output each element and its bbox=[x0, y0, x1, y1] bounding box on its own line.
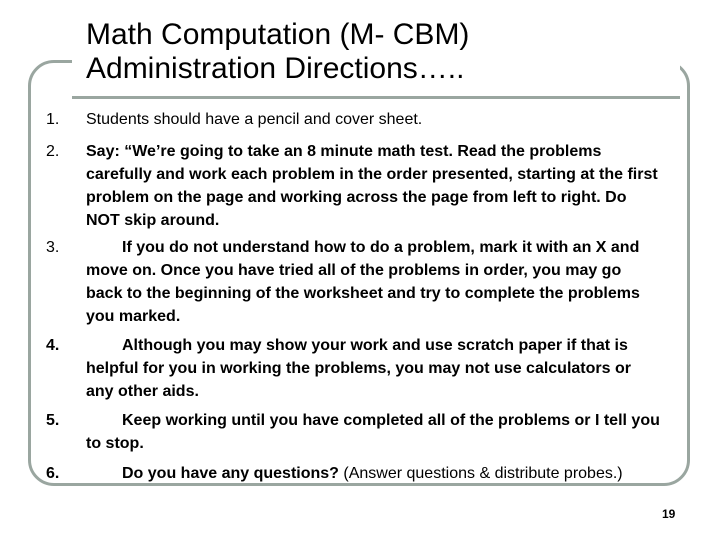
item-text: Keep working until you have completed all of the problems or I tell you to stop. bbox=[86, 412, 660, 452]
item-text: Although you may show your work and use scratch paper if that is helpful for you in working the problems, you may not use calculators or any other aids. bbox=[86, 337, 631, 400]
item-number: 3. bbox=[46, 239, 60, 256]
item-text: Say: “We’re going to take an 8 minute math test. Read the problems carefully and work each problem in the order presented, starting at the first problem on the page and working across the page from left to right. Do NOT skip around. bbox=[86, 143, 658, 229]
item-number: 4. bbox=[46, 337, 60, 354]
item-text: Do you have any questions? (Answer questions & distribute probes.) bbox=[122, 465, 623, 482]
item-number: 1. bbox=[46, 111, 60, 128]
slide-title: Math Computation (M- CBM) Administration Directions….. bbox=[86, 18, 470, 85]
item-number: 5. bbox=[46, 412, 60, 429]
item-number: 6. bbox=[46, 465, 60, 482]
item-number: 2. bbox=[46, 143, 60, 160]
item-text: If you do not understand how to do a problem, mark it with an X and move on. Once you have tried all of the problems in order, you may go back to the beginning of the worksheet and try to complete the problems you marked. bbox=[86, 239, 640, 325]
item-text: Students should have a pencil and cover sheet. bbox=[86, 111, 423, 128]
page-number: 19 bbox=[662, 507, 676, 521]
